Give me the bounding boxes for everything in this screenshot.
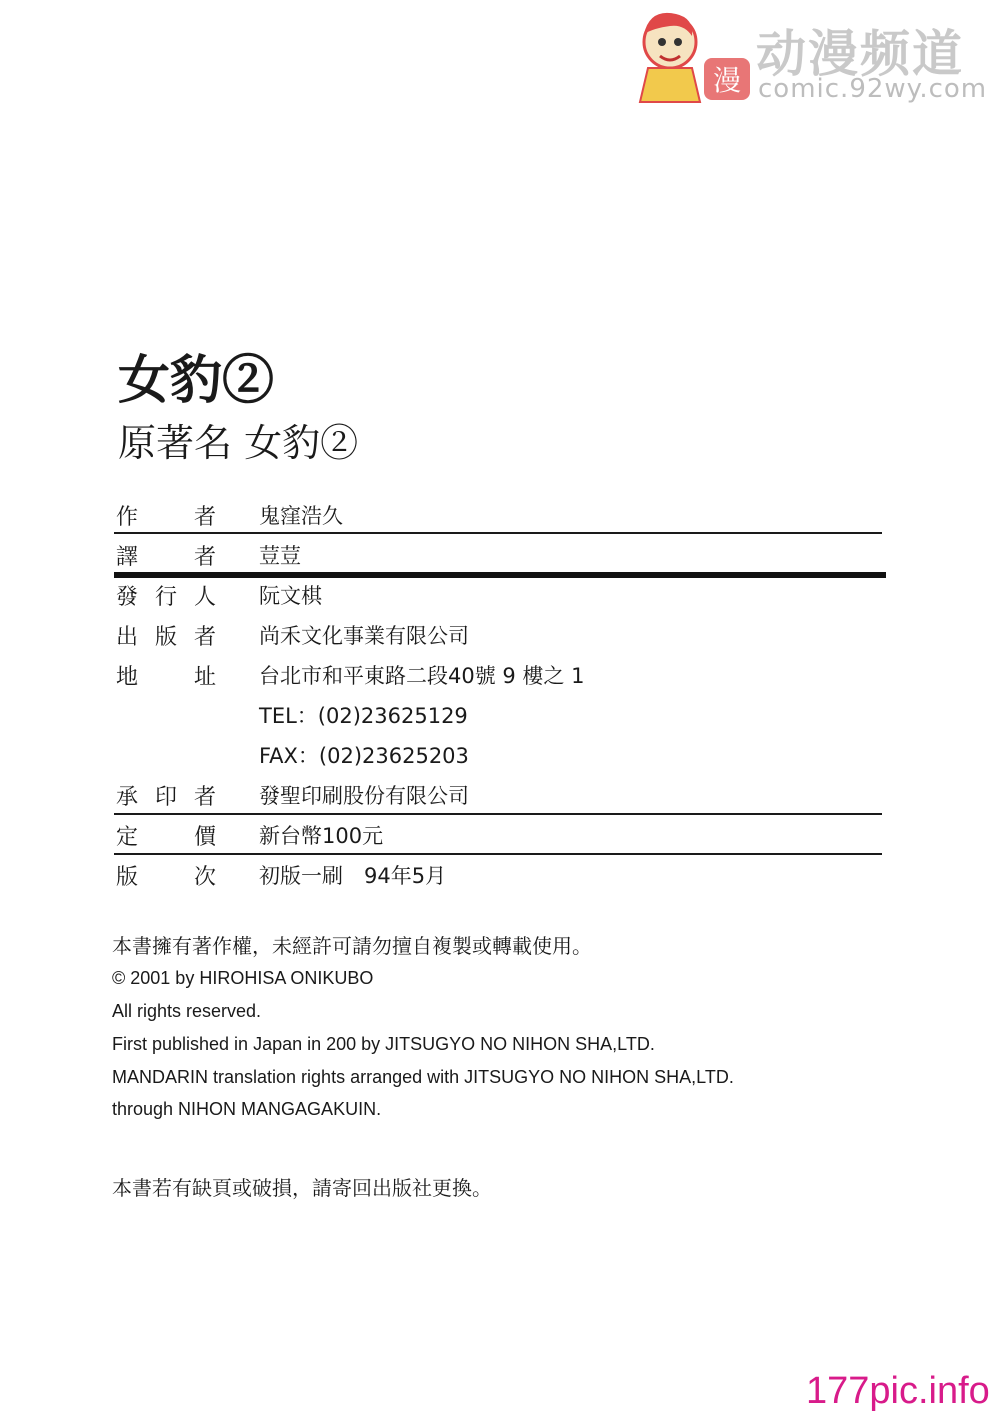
detail-row-address — [116, 660, 886, 694]
detail-row-author — [116, 500, 886, 534]
original-title: 原著名 女豹② — [118, 421, 359, 465]
site-title: 动漫频道 — [756, 25, 964, 83]
author-value: 鬼窪浩久 — [259, 504, 343, 528]
english-line: through NIHON MANGAGAKUIN. — [112, 1099, 382, 1119]
divider — [114, 532, 882, 534]
site-watermark-top — [630, 0, 1000, 110]
logo-glyph: 漫 — [712, 64, 742, 97]
english-line: First published in Japan in 200 by JITSUGYO NO NIHON SHA,LTD. — [112, 1034, 655, 1054]
site-watermark-bottom: 177pic.info — [806, 1370, 990, 1412]
english-line: MANDARIN translation rights arranged with JITSUGYO NO NIHON SHA,LTD. — [112, 1067, 734, 1087]
address-value: 台北市和平東路二段40號 9 樓之 1 — [259, 664, 585, 688]
divider — [114, 813, 882, 815]
site-url: comic.92wy.com — [758, 74, 988, 104]
detail-row-tel — [116, 700, 886, 734]
divider — [114, 853, 882, 855]
publisher-value: 尚禾文化事業有限公司 — [259, 624, 469, 648]
detail-row-publisher-person — [116, 580, 886, 614]
english-line: © 2001 by HIROHISA ONIKUBO — [112, 968, 374, 988]
book-title: 女豹② — [118, 350, 275, 411]
detail-label: 地 址 — [116, 665, 216, 690]
damage-notice: 本書若有缺頁或破損，請寄回出版社更換。 — [112, 1176, 492, 1200]
publisher-person-value: 阮文棋 — [259, 584, 322, 608]
detail-label: 作 者 — [116, 505, 216, 530]
detail-label: 譯 者 — [116, 545, 216, 570]
detail-row-price — [116, 820, 886, 854]
detail-label: 發 行 人 — [116, 585, 216, 610]
price-value: 新台幣100元 — [259, 824, 384, 848]
mascot-logo-icon — [630, 4, 755, 104]
detail-label: 出 版 者 — [116, 625, 216, 650]
detail-row-translator — [116, 540, 886, 574]
detail-label: 承 印 者 — [116, 785, 216, 810]
tel-value: TEL：(02)23625129 — [259, 704, 468, 728]
translator-value: 荳荳 — [259, 544, 301, 568]
divider-thick — [114, 572, 886, 578]
copyright-notice: 本書擁有著作權，未經許可請勿擅自複製或轉載使用。 — [112, 934, 592, 958]
detail-label: 定 價 — [116, 825, 216, 850]
english-line: All rights reserved. — [112, 1001, 262, 1021]
detail-label: 版 次 — [116, 865, 216, 890]
detail-row-publisher — [116, 620, 886, 654]
edition-value: 初版一刷 94年5月 — [259, 864, 447, 888]
fax-value: FAX：(02)23625203 — [259, 744, 469, 768]
detail-row-fax — [116, 740, 886, 774]
detail-row-edition — [116, 860, 886, 894]
detail-row-printer — [116, 780, 886, 814]
printer-value: 發聖印刷股份有限公司 — [259, 784, 469, 808]
